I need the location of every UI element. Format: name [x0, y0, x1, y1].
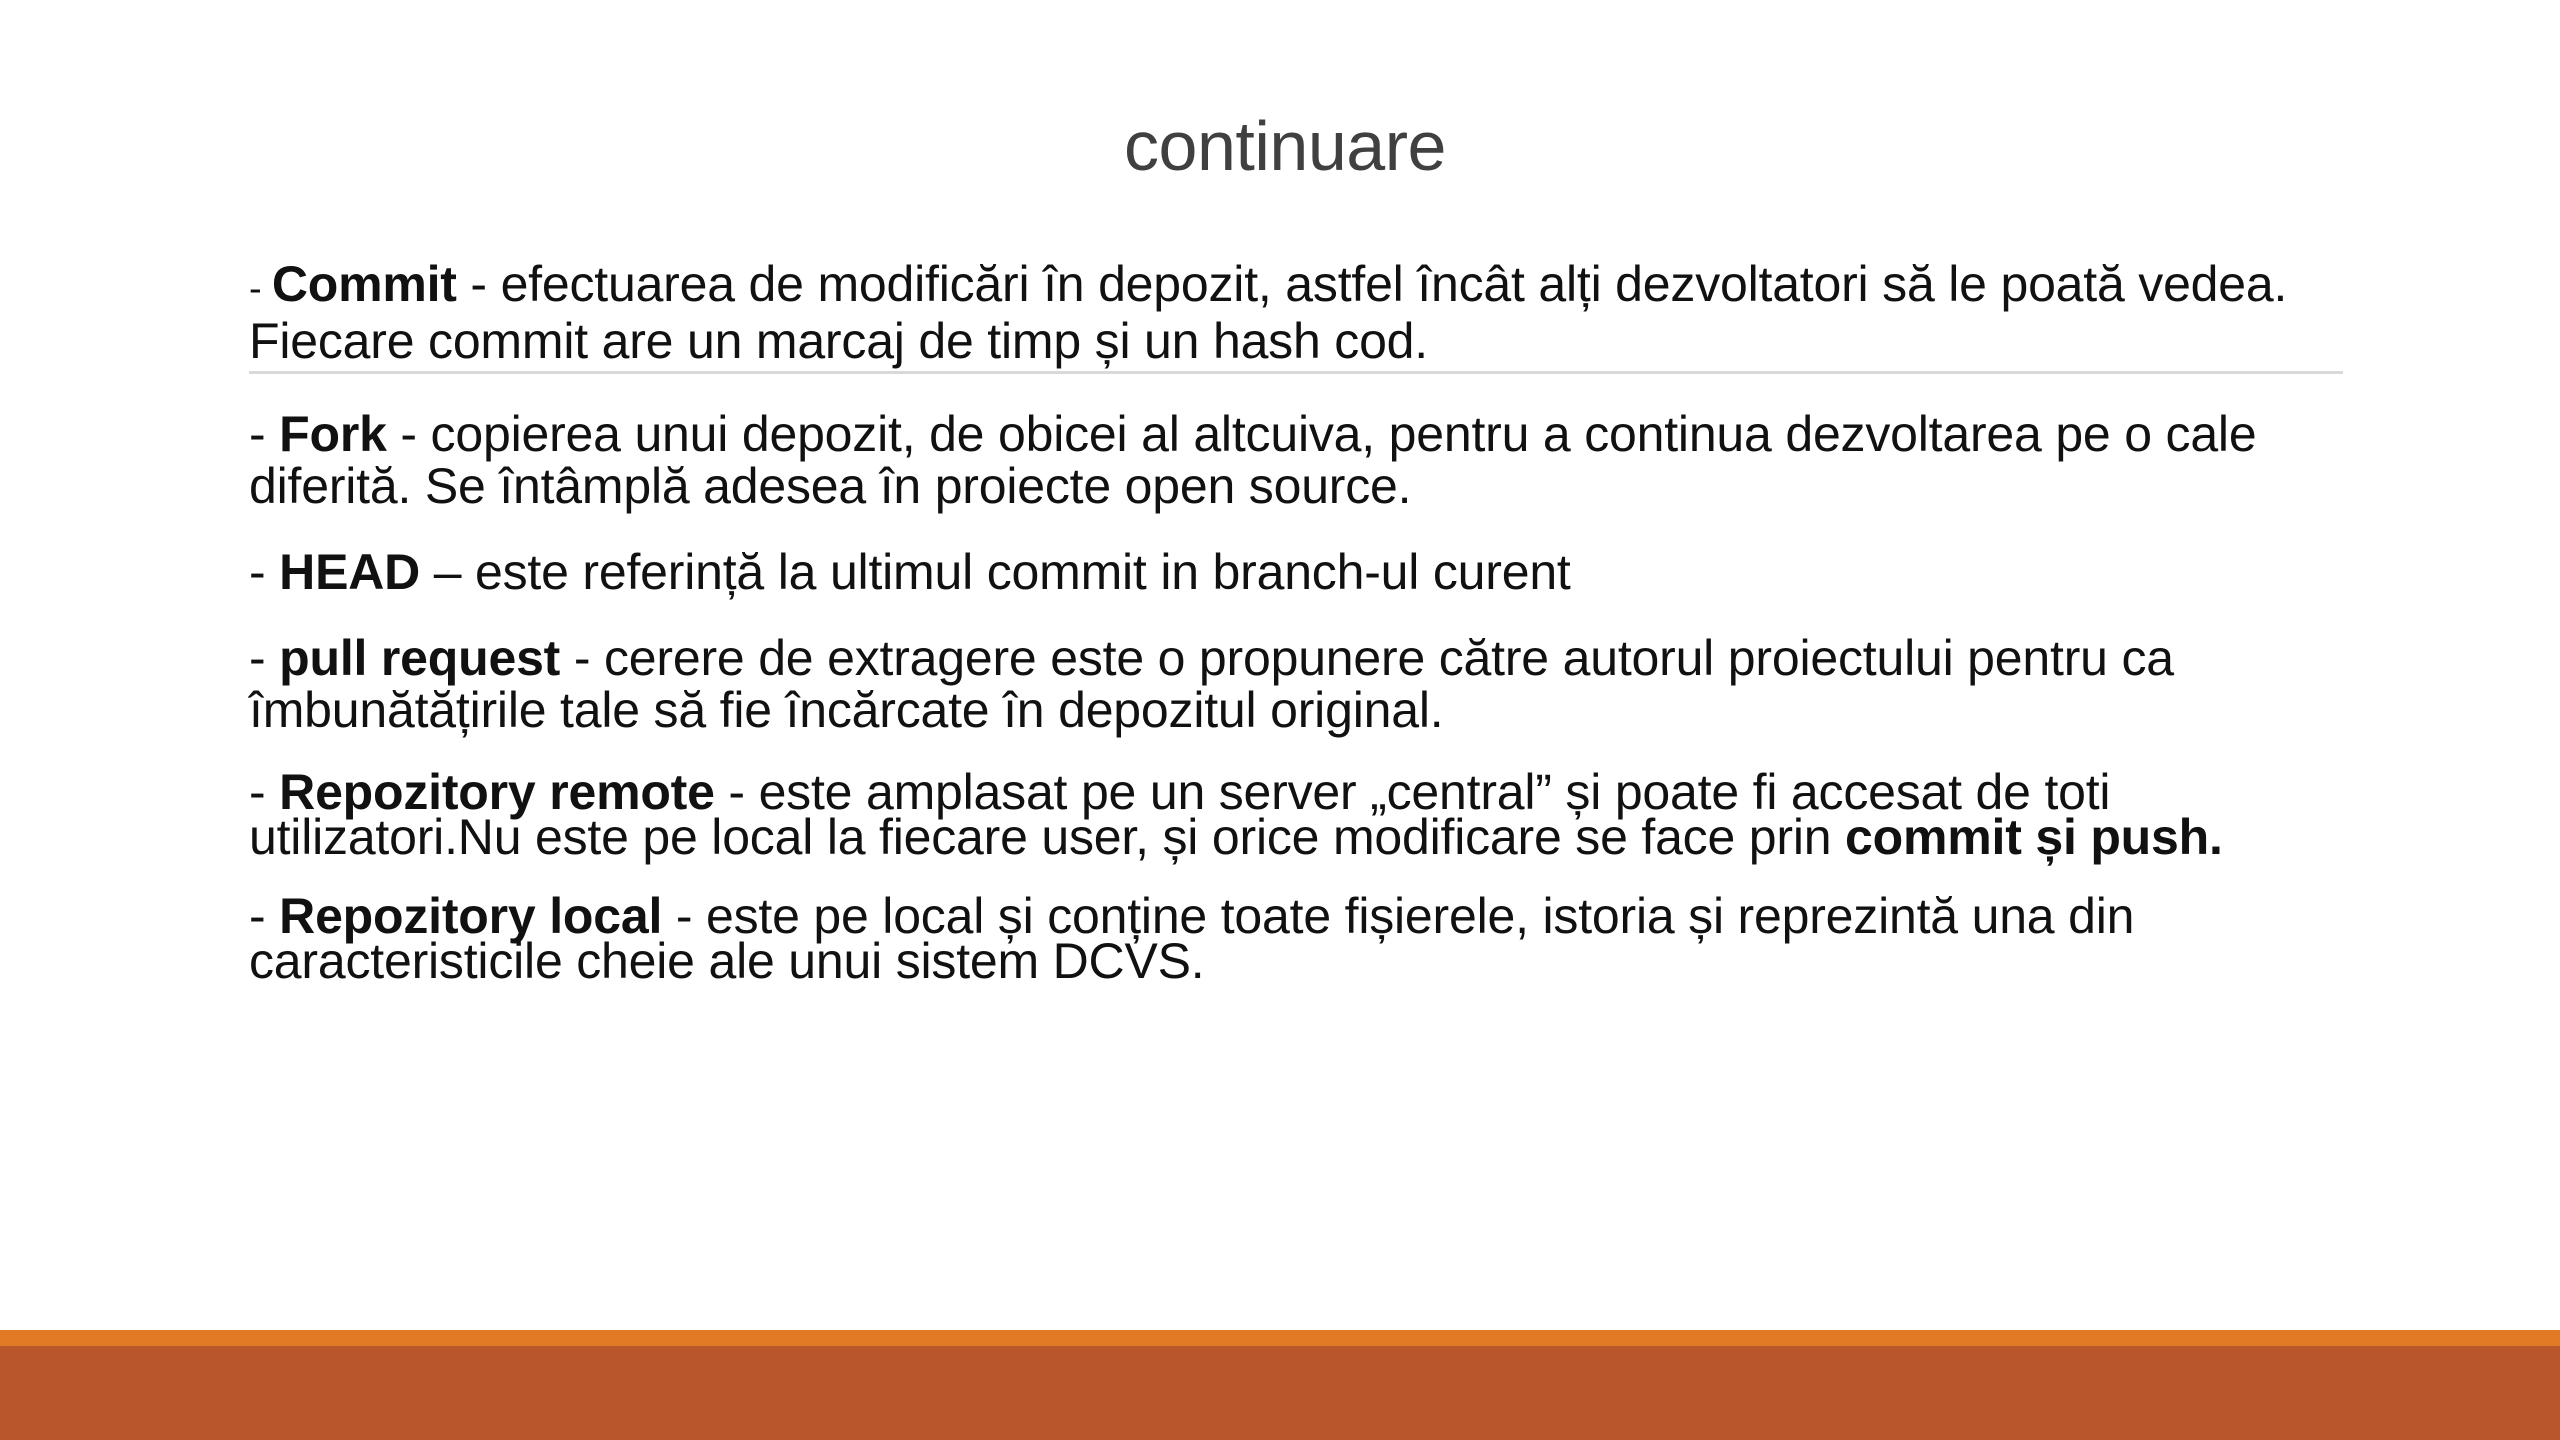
- definition-head: [249, 546, 2349, 598]
- slide-body: [249, 258, 2349, 1018]
- definition-text: - este amplasat pe un server „central” și poate fi accesat de toti utilizatori.Nu este pe local la fiecare user, și orice modificare se face prin: [249, 764, 2111, 865]
- definition-text: - efectuarea de modificări în depozit, astfel încât alți dezvoltatori să le poată vedea. Fiecare commit are un marcaj de timp și un hash cod.: [249, 256, 2288, 369]
- bullet-dash: -: [249, 888, 280, 944]
- term-repozitory-local: Repozitory local: [279, 888, 663, 944]
- definition-text: - cerere de extragere este o propunere către autorul proiectului pentru ca îmbunătățirile tale să fie încărcate în depozitul original.: [249, 630, 2174, 738]
- definition-repozitory-remote: [249, 764, 2349, 865]
- bullet-dash: -: [249, 544, 280, 600]
- term-fork: Fork: [279, 406, 387, 462]
- bullet-dash: -: [249, 764, 280, 820]
- bullet-dash: -: [249, 268, 272, 310]
- footer-bar: [0, 1346, 2560, 1440]
- term-head: HEAD: [279, 544, 421, 600]
- definition-text: - copierea unui depozit, de obicei al altcuiva, pentru a continua dezvoltarea pe o cale diferită. Se întâmplă adesea în proiecte open source.: [249, 406, 2257, 514]
- divider-line: [249, 371, 2343, 374]
- bullet-dash: -: [249, 406, 280, 462]
- definition-commit: [249, 258, 2349, 367]
- term-commit: Commit: [271, 256, 457, 312]
- definition-fork: [249, 408, 2349, 512]
- slide-title: continuare: [1124, 107, 1446, 185]
- term-pull-request: pull request: [279, 630, 561, 686]
- bullet-dash: -: [249, 630, 280, 686]
- term-commit-push: commit și push.: [1845, 809, 2223, 865]
- definition-text: - este pe local și conține toate fișierele, istoria și reprezintă una din caracteristicile cheie ale unui sistem DCVS.: [249, 888, 2135, 989]
- definition-repozitory-local: [249, 888, 2349, 989]
- definition-pull-request: [249, 632, 2349, 736]
- footer-accent-bar: [0, 1330, 2560, 1346]
- term-repozitory-remote: Repozitory remote: [279, 764, 715, 820]
- definition-text: – este referință la ultimul commit in branch-ul curent: [420, 544, 1571, 600]
